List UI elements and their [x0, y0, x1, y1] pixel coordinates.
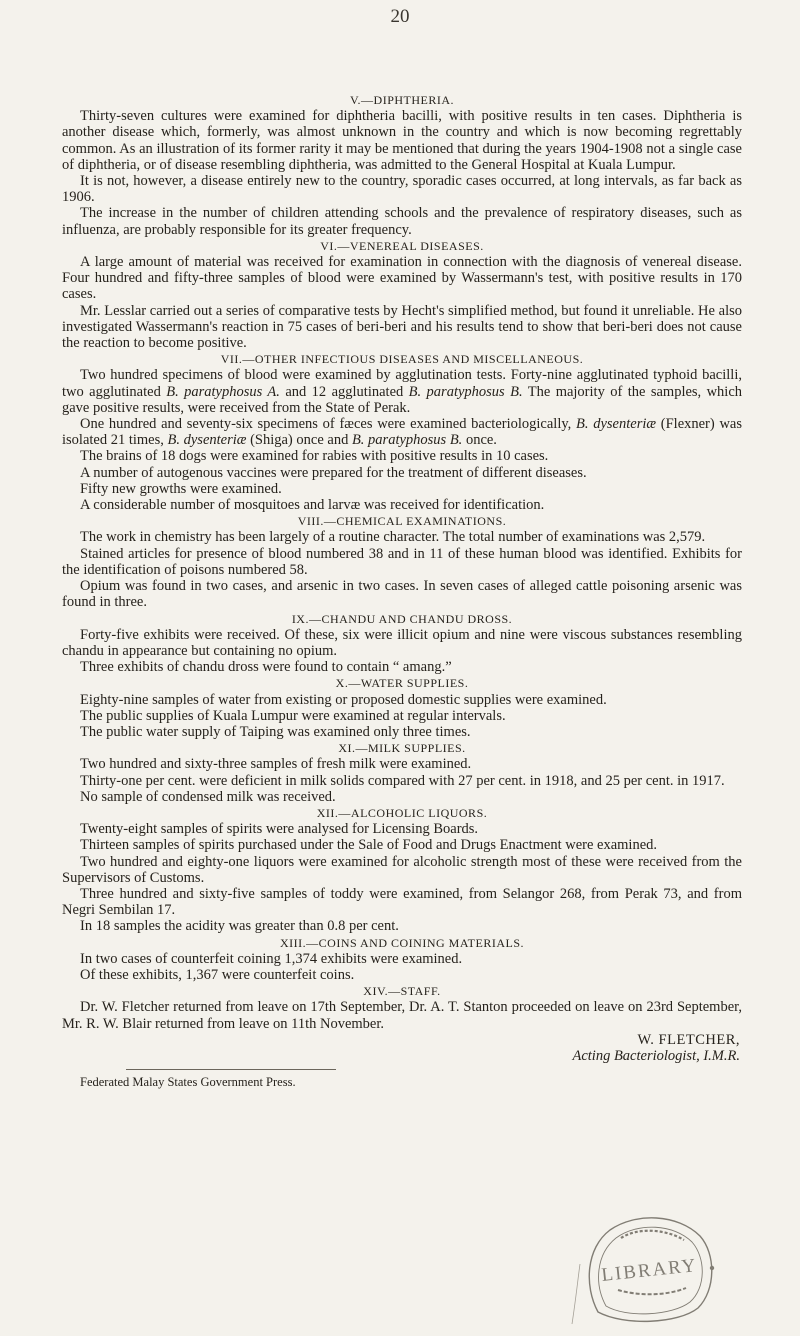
- section-heading-staff: XIV.—STAFF.: [363, 984, 441, 999]
- paragraph: Stained articles for presence of blood numbered 38 and in 11 of these human blood was identified. Exhibits for the identification of poisons numbered 58.: [62, 545, 742, 578]
- paragraph: Opium was found in two cases, and arsenic in two cases. In seven cases of alleged cattle poisoning arsenic was found in three.: [62, 578, 742, 611]
- paragraph: A number of autogenous vaccines were prepared for the treatment of different diseases.: [80, 464, 587, 481]
- paragraph: In 18 samples the acidity was greater than 0.8 per cent.: [80, 918, 399, 935]
- printer-imprint: Federated Malay States Government Press.: [80, 1074, 296, 1089]
- page-number: 20: [390, 6, 410, 27]
- text-run: One hundred and seventy-six specimens of fæces were examined bacteriologically,: [80, 416, 577, 433]
- report-body: [62, 92, 742, 1090]
- signature-block: [62, 1032, 742, 1065]
- paragraph: [62, 367, 742, 416]
- paragraph: Thirty-one per cent. were deficient in milk solids compared with 27 per cent. in 1918, and 25 per cent. in 1917.: [80, 772, 725, 789]
- text-run: (Shiga) once and: [246, 432, 352, 449]
- species-name: B. dysenteriæ: [576, 416, 657, 433]
- paragraph: Thirty-seven cultures were examined for diphtheria bacilli, with positive results in ten cases. Diphtheria is another disease which, formerly, was almost unknown in the country and which is now becoming regrettably common. As an illustration of its former rarity it may be mentioned that during the years 1904-1908 not a single case of diphtheria, or of disease resembling diphtheria, was admitted to the General Hospital at Kuala Lumpur.: [62, 108, 742, 173]
- paragraph: Forty-five exhibits were received. Of these, six were illicit opium and nine were viscous substances resembling chandu in appearance but containing no opium.: [62, 626, 742, 659]
- paragraph: No sample of condensed milk was received.: [80, 788, 336, 805]
- paragraph: Twenty-eight samples of spirits were analysed for Licensing Boards.: [80, 821, 479, 838]
- species-name: B. dysenteriæ: [167, 432, 247, 449]
- section-heading-coins: XIII.—COINS AND COINING MATERIALS.: [280, 935, 524, 950]
- section-heading-chandu: IX.—CHANDU AND CHANDU DROSS.: [291, 611, 513, 626]
- text-run: Two hundred specimens of blood were examined by agglutination tests. Forty-nine agglutinated typhoid bacilli, two agglutinated: [62, 367, 742, 400]
- paragraph: [62, 416, 742, 448]
- paragraph: Mr. Lesslar carried out a series of comparative tests by Hecht's simplified method, but found it unreliable. He also investigated Wassermann's reaction in 75 cases of beri-beri and his results tend to show that beri-beri does not cause the reaction to become positive.: [62, 302, 742, 352]
- paragraph: Two hundred and eighty-one liquors were examined for alcoholic strength most of these were received from the Supervisors of Customs.: [62, 853, 742, 886]
- text-run: The majority of the samples, which gave positive results, were received from the State of Perak.: [62, 383, 743, 416]
- paragraph: Three exhibits of chandu dross were found to contain “ amang.”: [80, 659, 452, 676]
- paragraph: Three hundred and sixty-five samples of toddy were examined, from Selangor 268, from Perak 73, and from Negri Sembilan 17.: [62, 885, 742, 919]
- species-name: B. paratyphosus B.: [408, 383, 523, 400]
- library-stamp: [566, 1208, 726, 1324]
- section-heading-venereal: VI.—VENEREAL DISEASES.: [320, 238, 484, 253]
- section-heading-alcoholic: XII.—ALCOHOLIC LIQUORS.: [316, 805, 488, 820]
- divider: [126, 1069, 336, 1070]
- paragraph: The public supplies of Kuala Lumpur were examined at regular intervals.: [80, 707, 506, 724]
- species-name: B. paratyphosus A.: [166, 383, 280, 400]
- paragraph: The brains of 18 dogs were examined for rabies with positive results in 10 cases.: [80, 448, 549, 465]
- section-heading-other-infectious: VII.—OTHER INFECTIOUS DISEASES AND MISCELLANEOUS.: [220, 352, 584, 367]
- section-heading-water: X.—WATER SUPPLIES.: [335, 676, 469, 691]
- paragraph: A considerable number of mosquitoes and larvæ was received for identification.: [80, 497, 545, 514]
- paragraph: Dr. W. Fletcher returned from leave on 17th September, Dr. A. T. Stanton proceeded on leave on 23rd September, Mr. R. W. Blair returned from leave on 11th November.: [62, 999, 742, 1032]
- paragraph: Fifty new growths were examined.: [80, 480, 282, 497]
- signatory-title: Acting Bacteriologist, I.M.R.: [572, 1048, 740, 1065]
- signatory-name: W. FLETCHER,: [637, 1031, 740, 1048]
- text-run: once.: [462, 432, 497, 449]
- paragraph: The work in chemistry has been largely of a routine character. The total number of examinations was 2,579.: [80, 529, 706, 546]
- section-heading-diphtheria: V.—DIPHTHERIA.: [349, 93, 455, 107]
- paragraph: It is not, however, a disease entirely new to the country, sporadic cases occurred, at long intervals, as far back as 1906.: [62, 173, 742, 206]
- paragraph: Of these exhibits, 1,367 were counterfeit coins.: [80, 966, 355, 983]
- paragraph: Thirteen samples of spirits purchased under the Sale of Food and Drugs Enactment were examined.: [80, 837, 658, 854]
- paragraph: Two hundred and sixty-three samples of fresh milk were examined.: [80, 756, 472, 773]
- paragraph: Eighty-nine samples of water from existing or proposed domestic supplies were examined.: [80, 691, 607, 708]
- paragraph: The increase in the number of children attending schools and the prevalence of respiratory diseases, such as influenza, are probably responsible for its greater frequency.: [62, 205, 742, 238]
- text-run: (Flexner) was isolated 21 times,: [62, 416, 742, 449]
- section-heading-milk: XI.—MILK SUPPLIES.: [338, 741, 466, 756]
- paragraph: The public water supply of Taiping was examined only three times.: [80, 723, 471, 740]
- section-heading-chemical: VIII.—CHEMICAL EXAMINATIONS.: [297, 514, 507, 529]
- stamp-lettering: LIBRARY: [600, 1255, 699, 1287]
- paragraph: In two cases of counterfeit coining 1,374 exhibits were examined.: [80, 950, 463, 967]
- species-name: B. paratyphosus B.: [351, 432, 463, 449]
- text-run: and 12 agglutinated: [279, 383, 409, 400]
- paragraph: A large amount of material was received for examination in connection with the diagnosis of venereal disease. Four hundred and fifty-three samples of blood were examined by Wassermann's test, with positive results in 170 cases.: [62, 254, 742, 303]
